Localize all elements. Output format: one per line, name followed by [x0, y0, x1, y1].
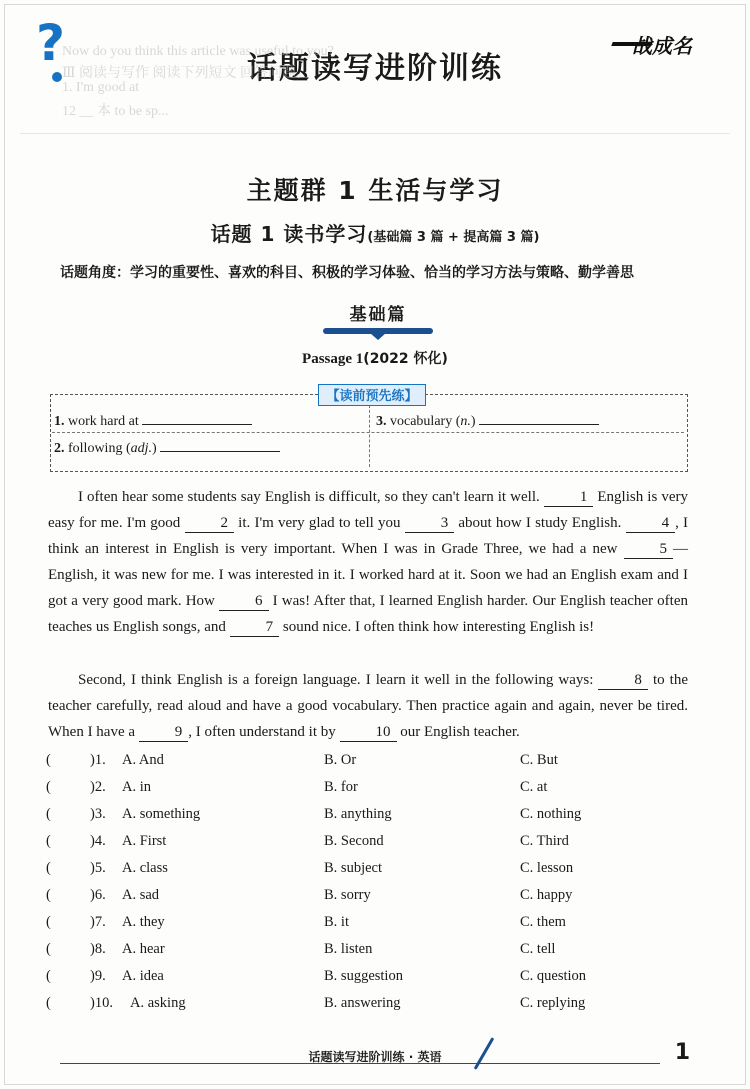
question-number: )1. [90, 752, 106, 768]
question-number: )2. [90, 779, 106, 795]
item-paren: ) [470, 414, 476, 429]
option-b[interactable]: B. suggestion [324, 968, 403, 984]
option-c[interactable]: C. Third [520, 833, 569, 849]
cloze-blank[interactable]: 1 [544, 488, 594, 507]
answer-paren[interactable]: ( [46, 779, 51, 795]
option-b[interactable]: B. answering [324, 995, 401, 1011]
answer-paren[interactable]: ( [46, 887, 51, 903]
cloze-blank[interactable]: 6 [219, 592, 269, 611]
part-of-speech: n. [460, 414, 471, 429]
passage-text: our English teacher. [396, 724, 520, 740]
option-c[interactable]: C. question [520, 968, 587, 984]
answer-paren[interactable]: ( [46, 968, 51, 984]
pre-reading-item [54, 441, 280, 457]
item-text: vocabulary ( [390, 414, 461, 429]
level-label: 基础篇 [349, 305, 407, 325]
pre-reading-tag: 【读前预先练】 [318, 384, 426, 406]
option-c[interactable]: C. happy [520, 887, 573, 903]
bleed-through-line: 12 __ 本 to be sp... [62, 104, 169, 119]
footer-title: 话题读写进阶训练 · 英语 [308, 1050, 442, 1064]
item-number: 2. [54, 441, 65, 456]
question-number: )3. [90, 806, 106, 822]
option-c[interactable]: C. tell [520, 941, 556, 957]
topic-title [0, 218, 750, 247]
item-paren: ) [152, 441, 157, 456]
option-a[interactable]: A. asking [130, 995, 186, 1011]
topic-angle: 话题角度：学习的重要性、喜欢的科目、积极的学习体验、恰当的学习方法与策略、勤学善思 [60, 265, 634, 281]
answer-paren[interactable]: ( [46, 995, 51, 1011]
option-a[interactable]: A. sad [122, 887, 160, 903]
question-mark-icon: ? [36, 14, 66, 72]
cloze-blank[interactable]: 9 [139, 723, 189, 742]
passage-text: —English, it was new for me. I was interested in it. I worked hard at it. Soon we had an English exam and I got a very good mark. How [48, 541, 688, 609]
option-c[interactable]: C. But [520, 752, 558, 768]
part-of-speech: adj. [130, 441, 152, 456]
passage-source: (2022 怀化) [363, 351, 448, 367]
page-number: 1 [674, 1040, 690, 1065]
bleed-through-line: Ⅲ 阅读与写作 阅读下列短文 回答问题。 [62, 66, 310, 81]
brand-logo: 一战成名 [612, 34, 692, 58]
header-separator [20, 133, 730, 134]
passage-text: , I often understand it by [188, 724, 340, 740]
answer-paren[interactable]: ( [46, 833, 51, 849]
pre-reading-item [54, 414, 252, 430]
bleed-through-line: 1. I'm good at [62, 80, 140, 95]
option-b[interactable]: B. sorry [324, 887, 371, 903]
passage-text: it. I'm very glad to tell you [234, 515, 405, 531]
passage-text: I was! After that, I learned English harder. Our English teacher often teaches us English songs, and [48, 593, 688, 635]
option-row[interactable] [46, 775, 686, 802]
passage-name: Passage 1 [302, 351, 364, 367]
option-row[interactable] [46, 802, 686, 829]
option-b[interactable]: B. Second [324, 833, 384, 849]
option-c[interactable]: C. lesson [520, 860, 574, 876]
question-number: )10. [90, 995, 113, 1011]
question-number: )9. [90, 968, 106, 984]
question-number: )4. [90, 833, 106, 849]
pre-reading-divider [369, 405, 370, 467]
item-text: work hard at [68, 414, 139, 429]
passage-text: about how I study English. [454, 515, 626, 531]
answer-blank[interactable] [479, 424, 599, 425]
answer-paren[interactable]: ( [46, 752, 51, 768]
passage-title [0, 348, 750, 368]
passage-paragraph-1 [48, 484, 688, 640]
question-number: )6. [90, 887, 106, 903]
option-row[interactable] [46, 883, 686, 910]
banner-title: 话题读写进阶训练 [247, 51, 503, 86]
answer-paren[interactable]: ( [46, 806, 51, 822]
option-a[interactable]: A. they [122, 914, 165, 930]
level-arrow-bar [323, 328, 433, 334]
option-c[interactable]: C. at [520, 779, 548, 795]
cloze-blank[interactable]: 2 [185, 514, 235, 533]
level-heading [318, 300, 438, 334]
option-a[interactable]: A. hear [122, 941, 165, 957]
passage-paragraph-2 [48, 667, 688, 745]
option-b[interactable]: B. for [324, 779, 358, 795]
option-b[interactable]: B. subject [324, 860, 382, 876]
option-c[interactable]: C. nothing [520, 806, 582, 822]
answer-blank[interactable] [142, 424, 252, 425]
option-b[interactable]: B. Or [324, 752, 357, 768]
option-row[interactable] [46, 991, 686, 1018]
topic-main-title: 话题 1 读书学习 [210, 222, 368, 246]
passage-text: , I think an interest in English is very important. When I was in Grade Three, we had a new [48, 515, 688, 557]
cloze-blank[interactable]: 10 [340, 723, 397, 742]
option-a[interactable]: A. And [122, 752, 164, 768]
bleed-through-line: Now do you think this article was useful to you? [62, 44, 334, 59]
answer-options [46, 748, 686, 1018]
passage-text: sound nice. I often think how interesting English is! [279, 619, 595, 635]
passage-text: I often hear some students say English is difficult, so they can't learn it well. [78, 489, 544, 505]
option-row[interactable] [46, 748, 686, 775]
footer-rule [60, 1063, 660, 1064]
cloze-blank[interactable]: 7 [230, 618, 280, 637]
option-a[interactable]: A. in [122, 779, 151, 795]
passage-text: English is very easy for me. I'm good [48, 489, 689, 531]
question-number: )5. [90, 860, 106, 876]
cloze-blank[interactable]: 5 [624, 540, 674, 559]
pre-reading-item [376, 414, 599, 430]
option-c[interactable]: C. them [520, 914, 566, 930]
option-row[interactable] [46, 829, 686, 856]
option-a[interactable]: A. First [122, 833, 167, 849]
passage-text: to the teacher carefully, read aloud and have a good vocabulary. Then practice again and again, never be tired. When I have a [48, 672, 688, 740]
option-row[interactable] [46, 910, 686, 937]
item-text: following ( [68, 441, 131, 456]
option-b[interactable]: B. anything [324, 806, 392, 822]
pre-reading-row-divider [52, 432, 684, 433]
answer-paren[interactable]: ( [46, 914, 51, 930]
passage-text: Second, I think English is a foreign language. I learn it well in the following ways: [78, 672, 599, 688]
answer-paren[interactable]: ( [46, 860, 51, 876]
theme-group-title: 主题群 1 生活与学习 [246, 176, 504, 205]
topic-subtitle: (基础篇 3 篇 + 提高篇 3 篇) [367, 230, 540, 245]
option-c[interactable]: C. replying [520, 995, 586, 1011]
option-a[interactable]: A. class [122, 860, 168, 876]
question-number: )7. [90, 914, 106, 930]
option-a[interactable]: A. idea [122, 968, 164, 984]
cloze-blank[interactable]: 3 [405, 514, 455, 533]
option-row[interactable] [46, 937, 686, 964]
cloze-blank[interactable]: 4 [626, 514, 676, 533]
item-number: 1. [54, 414, 65, 429]
cloze-blank[interactable]: 8 [598, 671, 648, 690]
option-a[interactable]: A. something [122, 806, 201, 822]
option-row[interactable] [46, 856, 686, 883]
item-number: 3. [376, 414, 387, 429]
option-row[interactable] [46, 964, 686, 991]
option-b[interactable]: B. listen [324, 941, 373, 957]
question-number: )8. [90, 941, 106, 957]
answer-blank[interactable] [160, 451, 280, 452]
answer-paren[interactable]: ( [46, 941, 51, 957]
option-b[interactable]: B. it [324, 914, 349, 930]
